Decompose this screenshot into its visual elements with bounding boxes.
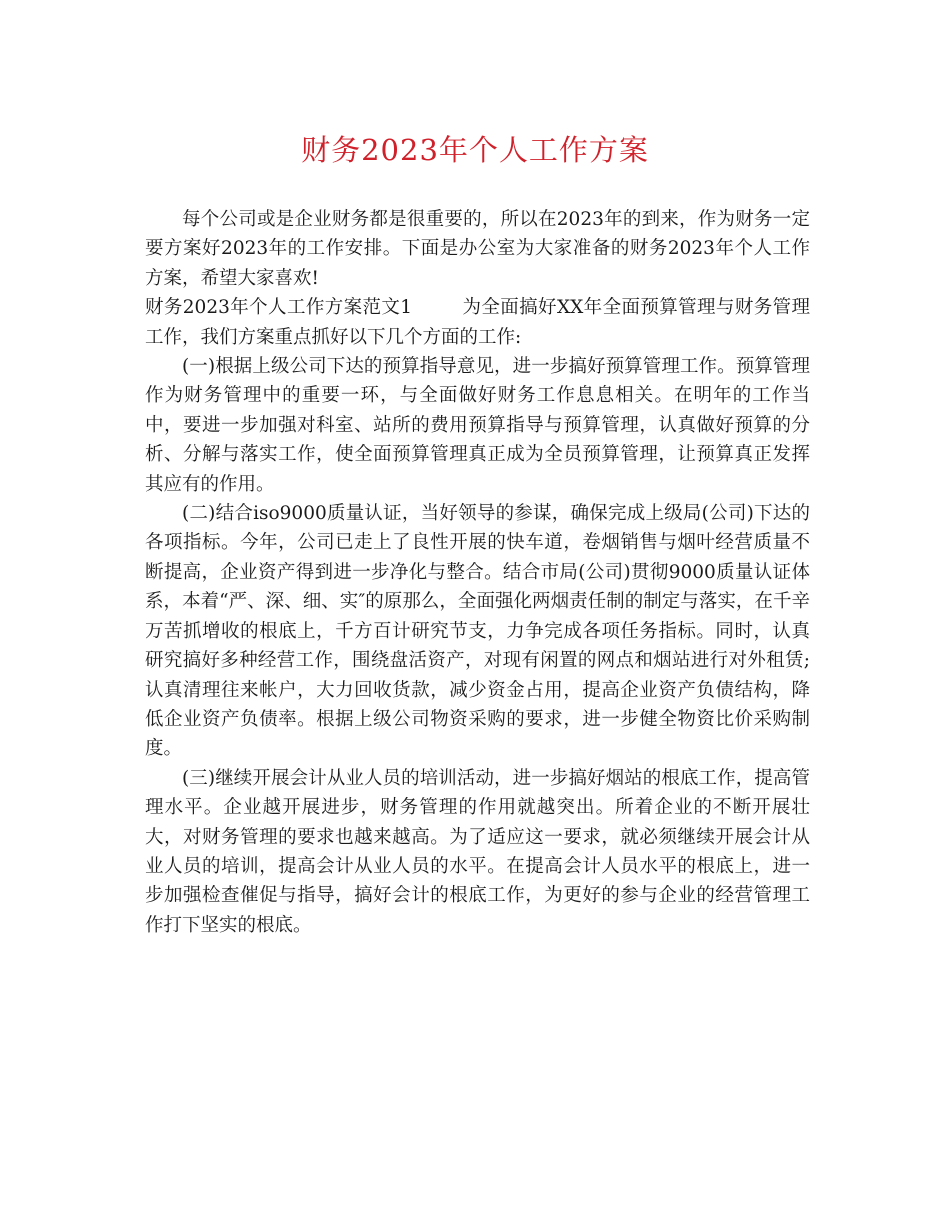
page-title: 财务2023年个人工作方案: [301, 133, 649, 167]
section-paragraph: [145, 293, 810, 352]
body-paragraph-1: (一)根据上级公司下达的预算指导意见，进一步搞好预算管理工作。预算管理作为财务管理中的重要一环，与全面做好财务工作息息相关。在明年的工作当中，要进一步加强对科室、站所的费用预算指导与预算管理，认真做好预算的分析、分解与落实工作，使全面预算管理真正成为全员预算管理，让预算真正发挥其应有的作用。: [145, 356, 810, 495]
section-heading: 财务2023年个人工作方案范文1: [145, 297, 413, 319]
intro-paragraph: 每个公司或是企业财务都是很重要的，所以在2023年的到来，作为财务一定要方案好2023年的工作安排。下面是办公室为大家准备的财务2023年个人工作方案，希望大家喜欢!: [145, 209, 810, 289]
body-paragraph-2: (二)结合iso9000质量认证，当好领导的参谋，确保完成上级局(公司)下达的各项指标。今年，公司已走上了良性开展的快车道，卷烟销售与烟叶经营质量不断提高，企业资产得到进一步净化与整合。结合市局(公司)贯彻9000质量认证体系，本着“严、深、细、实″的原那么，全面强化两烟责任制的制定与落实，在千辛万苦抓增收的根底上，千方百计研究节支，力争完成各项任务指标。同时，认真研究搞好多种经营工作，围绕盘活资产，对现有闲置的网点和烟站进行对外租赁;认真清理往来帐户，大力回收货款，减少资金占用，提高企业资产负债结构，降低企业资产负债率。根据上级公司物资采购的要求，进一步健全物资比价采购制度。: [145, 503, 810, 760]
section-lead: 为全面搞好XX年全面预算管理与财务管理工作，我们方案重点抓好以下几个方面的工作:: [145, 297, 810, 348]
body-paragraph-3: (三)继续开展会计从业人员的培训活动，进一步搞好烟站的根底工作，提高管理水平。企业越开展进步，财务管理的作用就越突出。所着企业的不断开展壮大，对财务管理的要求也越来越高。为了适应这一要求，就必须继续开展会计从业人员的培训，提高会计从业人员的水平。在提高会计人员水平的根底上，进一步加强检查催促与指导，搞好会计的根底工作，为更好的参与企业的经营管理工作打下坚实的根底。: [145, 767, 810, 936]
document-body: [145, 205, 810, 940]
